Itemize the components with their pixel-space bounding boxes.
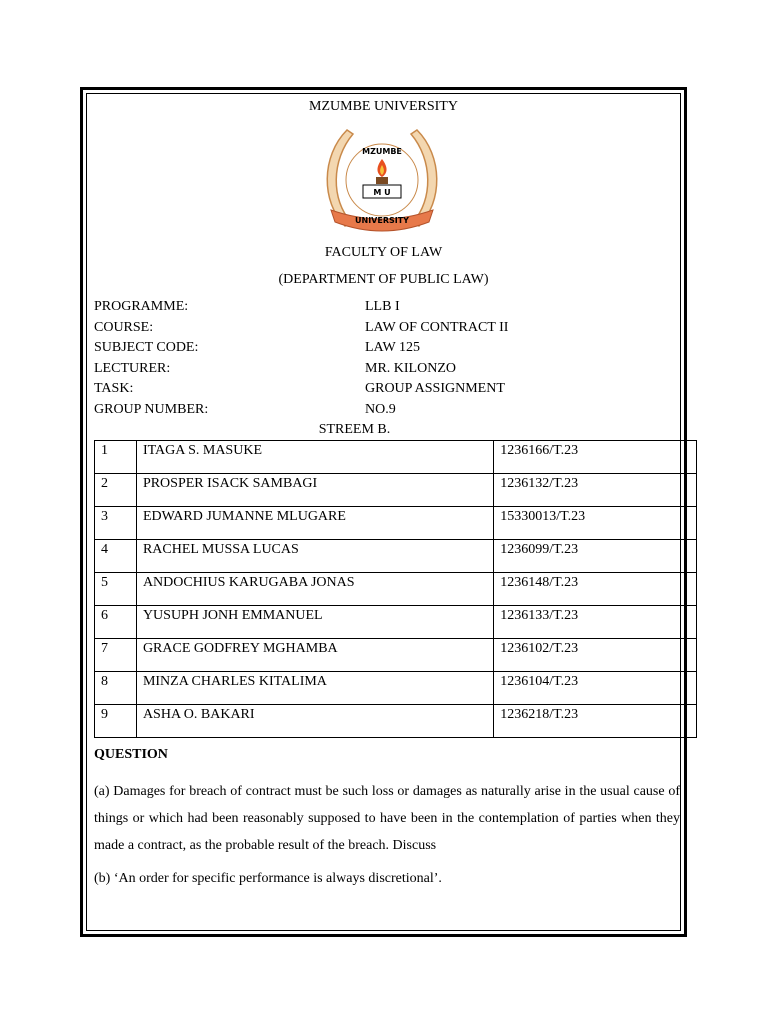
member-number: 2: [95, 474, 137, 507]
info-label: GROUP NUMBER:: [94, 402, 209, 417]
member-name: RACHEL MUSSA LUCAS: [136, 540, 493, 573]
member-reg-number: 1236102/T.23: [494, 639, 697, 672]
member-number: 8: [95, 672, 137, 705]
member-number: 3: [95, 507, 137, 540]
table-row: [95, 639, 697, 672]
member-name: EDWARD JUMANNE MLUGARE: [136, 507, 493, 540]
info-label: TASK:: [94, 381, 134, 396]
member-reg-number: 1236218/T.23: [494, 705, 697, 738]
table-row: [95, 441, 697, 474]
info-row-subject-code: [94, 340, 654, 360]
member-number: 1: [95, 441, 137, 474]
info-value: GROUP ASSIGNMENT: [365, 381, 505, 396]
info-value: NO.9: [365, 402, 396, 417]
info-value: LAW OF CONTRACT II: [365, 320, 509, 335]
table-row: [95, 540, 697, 573]
member-reg-number: 1236148/T.23: [494, 573, 697, 606]
member-name: YUSUPH JONH EMMANUEL: [136, 606, 493, 639]
info-row-course: [94, 320, 654, 340]
members-table: [94, 440, 697, 738]
table-row: [95, 573, 697, 606]
info-row-programme: [94, 299, 654, 319]
member-name: ANDOCHIUS KARUGABA JONAS: [136, 573, 493, 606]
info-row-task: [94, 381, 654, 401]
info-row-group-number: [94, 402, 654, 422]
question-part-a: (a) Damages for breach of contract must be such loss or damages as naturally arise in the usual cause of things or which had been reasonably supposed to have been in the contemplation of parties when they made a contract, as the probable result of the breach. Discuss: [94, 784, 680, 853]
question-heading: QUESTION: [94, 747, 168, 762]
logo-badge-text: M U: [373, 188, 391, 197]
table-row: [95, 606, 697, 639]
info-label: SUBJECT CODE:: [94, 340, 199, 355]
member-number: 4: [95, 540, 137, 573]
member-reg-number: 15330013/T.23: [494, 507, 697, 540]
table-row: [95, 705, 697, 738]
university-logo: [317, 122, 447, 240]
university-title: MZUMBE UNIVERSITY: [309, 99, 458, 114]
member-number: 5: [95, 573, 137, 606]
info-value: LAW 125: [365, 340, 421, 355]
table-row: [95, 672, 697, 705]
member-number: 7: [95, 639, 137, 672]
member-number: 6: [95, 606, 137, 639]
table-row: [95, 507, 697, 540]
member-name: GRACE GODFREY MGHAMBA: [136, 639, 493, 672]
member-name: ASHA O. BAKARI: [136, 705, 493, 738]
member-number: 9: [95, 705, 137, 738]
info-label: LECTURER:: [94, 361, 171, 376]
page-border: [80, 87, 687, 937]
member-reg-number: 1236166/T.23: [494, 441, 697, 474]
info-label: PROGRAMME:: [94, 299, 189, 314]
member-name: PROSPER ISACK SAMBAGI: [136, 474, 493, 507]
member-name: ITAGA S. MASUKE: [136, 441, 493, 474]
logo-ribbon-text: UNIVERSITY: [355, 216, 409, 225]
department-title: (DEPARTMENT OF PUBLIC LAW): [278, 272, 489, 287]
info-label: COURSE:: [94, 320, 154, 335]
member-reg-number: 1236104/T.23: [494, 672, 697, 705]
faculty-title: FACULTY OF LAW: [324, 245, 443, 260]
question-part-b: (b) ‘An order for specific performance is always discretional’.: [94, 871, 442, 886]
member-reg-number: 1236099/T.23: [494, 540, 697, 573]
logo-arc-text: MZUMBE: [362, 147, 402, 156]
info-value: MR. KILONZO: [365, 361, 456, 376]
member-name: MINZA CHARLES KITALIMA: [136, 672, 493, 705]
member-reg-number: 1236132/T.23: [494, 474, 697, 507]
info-value: LLB I: [365, 299, 400, 314]
page-inner-border: [86, 93, 681, 931]
member-reg-number: 1236133/T.23: [494, 606, 697, 639]
table-row: [95, 474, 697, 507]
stream-label: STREEM B.: [318, 422, 391, 437]
info-row-lecturer: [94, 361, 654, 381]
